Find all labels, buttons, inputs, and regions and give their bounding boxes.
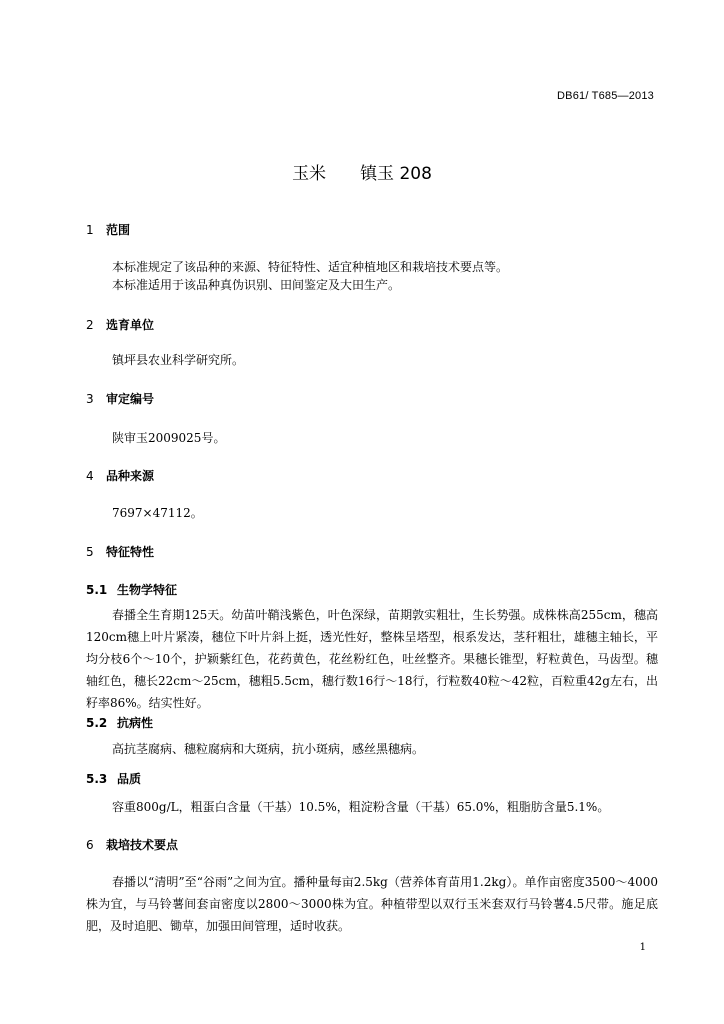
subsection-5-2-heading: [86, 714, 153, 731]
section-title: 品种来源: [106, 469, 155, 483]
section-4-heading: [86, 467, 154, 484]
standard-code: DB61/ T685—2013: [557, 90, 654, 102]
subsection-number: 5.2: [86, 716, 108, 730]
section-title: 范围: [106, 223, 131, 237]
section-title: 栽培技术要点: [106, 838, 179, 852]
section-number: 1: [86, 223, 94, 237]
section-2-heading: [86, 316, 154, 333]
subsection-5-3-text: 容重800g/L，粗蛋白含量（干基）10.5%，粗淀粉含量（干基）65.0%，粗脂肪含量5.1%。: [112, 800, 610, 814]
section-number: 2: [86, 318, 94, 332]
section-number: 3: [86, 392, 94, 406]
subsection-5-2-text: 高抗茎腐病、穗粒腐病和大斑病，抗小斑病，感丝黑穗病。: [112, 742, 425, 756]
section-6-text: 春播以“清明”至“谷雨”之间为宜。播种量每亩2.5kg（营养体育苗用1.2kg）。单作亩密度3500～4000株为宜，与马铃薯间套亩密度以2800～3000株为宜。种植带型以双行玉米套双行马铃薯4.5尺带。施足底肥，及时追肥、锄草，加强田间管理，适时收获。: [86, 875, 658, 933]
title-variety: 镇玉 208: [360, 164, 432, 184]
section-1-line-2: 本标准适用于该品种真伪识别、田间鉴定及大田生产。: [112, 278, 401, 292]
subsection-number: 5.3: [86, 772, 108, 786]
section-5-heading: [86, 543, 154, 560]
section-1-line-1: 本标准规定了该品种的来源、特征特性、适宜种植地区和栽培技术要点等。: [112, 260, 509, 274]
section-title: 选育单位: [106, 318, 155, 332]
subsection-title: 抗病性: [117, 716, 154, 730]
section-3-text: 陕审玉2009025号。: [112, 431, 226, 445]
subsection-5-3-heading: [86, 770, 141, 787]
document-title: [0, 159, 724, 184]
section-title: 审定编号: [106, 392, 155, 406]
subsection-title: 品质: [117, 772, 142, 786]
title-crop: 玉米: [292, 164, 327, 184]
subsection-5-1-text: 春播全生育期125天。幼苗叶鞘浅紫色，叶色深绿，苗期敦实粗壮，生长势强。成株株高255cm，穗高120cm穗上叶片紧凑，穗位下叶片斜上挺，透光性好，整株呈塔型，根系发达，茎秆粗壮，雄穗主轴长，平均分枝6个～10个，护颖紫红色，花药黄色，花丝粉红色，吐丝整齐。果穗长锥型，籽粒黄色，马齿型。穗轴红色，穗长22cm～25cm，穗粗5.5cm，穗行数16行～18行，行粒数40粒～42粒，百粒重42g左右，出籽率86%。结实性好。: [86, 608, 658, 710]
section-number: 4: [86, 469, 94, 483]
subsection-title: 生物学特征: [117, 583, 178, 597]
section-6-heading: [86, 836, 178, 853]
subsection-number: 5.1: [86, 583, 108, 597]
subsection-5-1-heading: [86, 581, 177, 598]
section-4-text: 7697×47112。: [112, 506, 203, 520]
section-number: 6: [86, 838, 94, 852]
section-1-heading: [86, 221, 130, 238]
section-title: 特征特性: [106, 545, 155, 559]
section-number: 5: [86, 545, 94, 559]
section-3-heading: [86, 390, 154, 407]
section-2-text: 镇坪县农业科学研究所。: [112, 353, 245, 367]
page-number: 1: [639, 942, 646, 953]
